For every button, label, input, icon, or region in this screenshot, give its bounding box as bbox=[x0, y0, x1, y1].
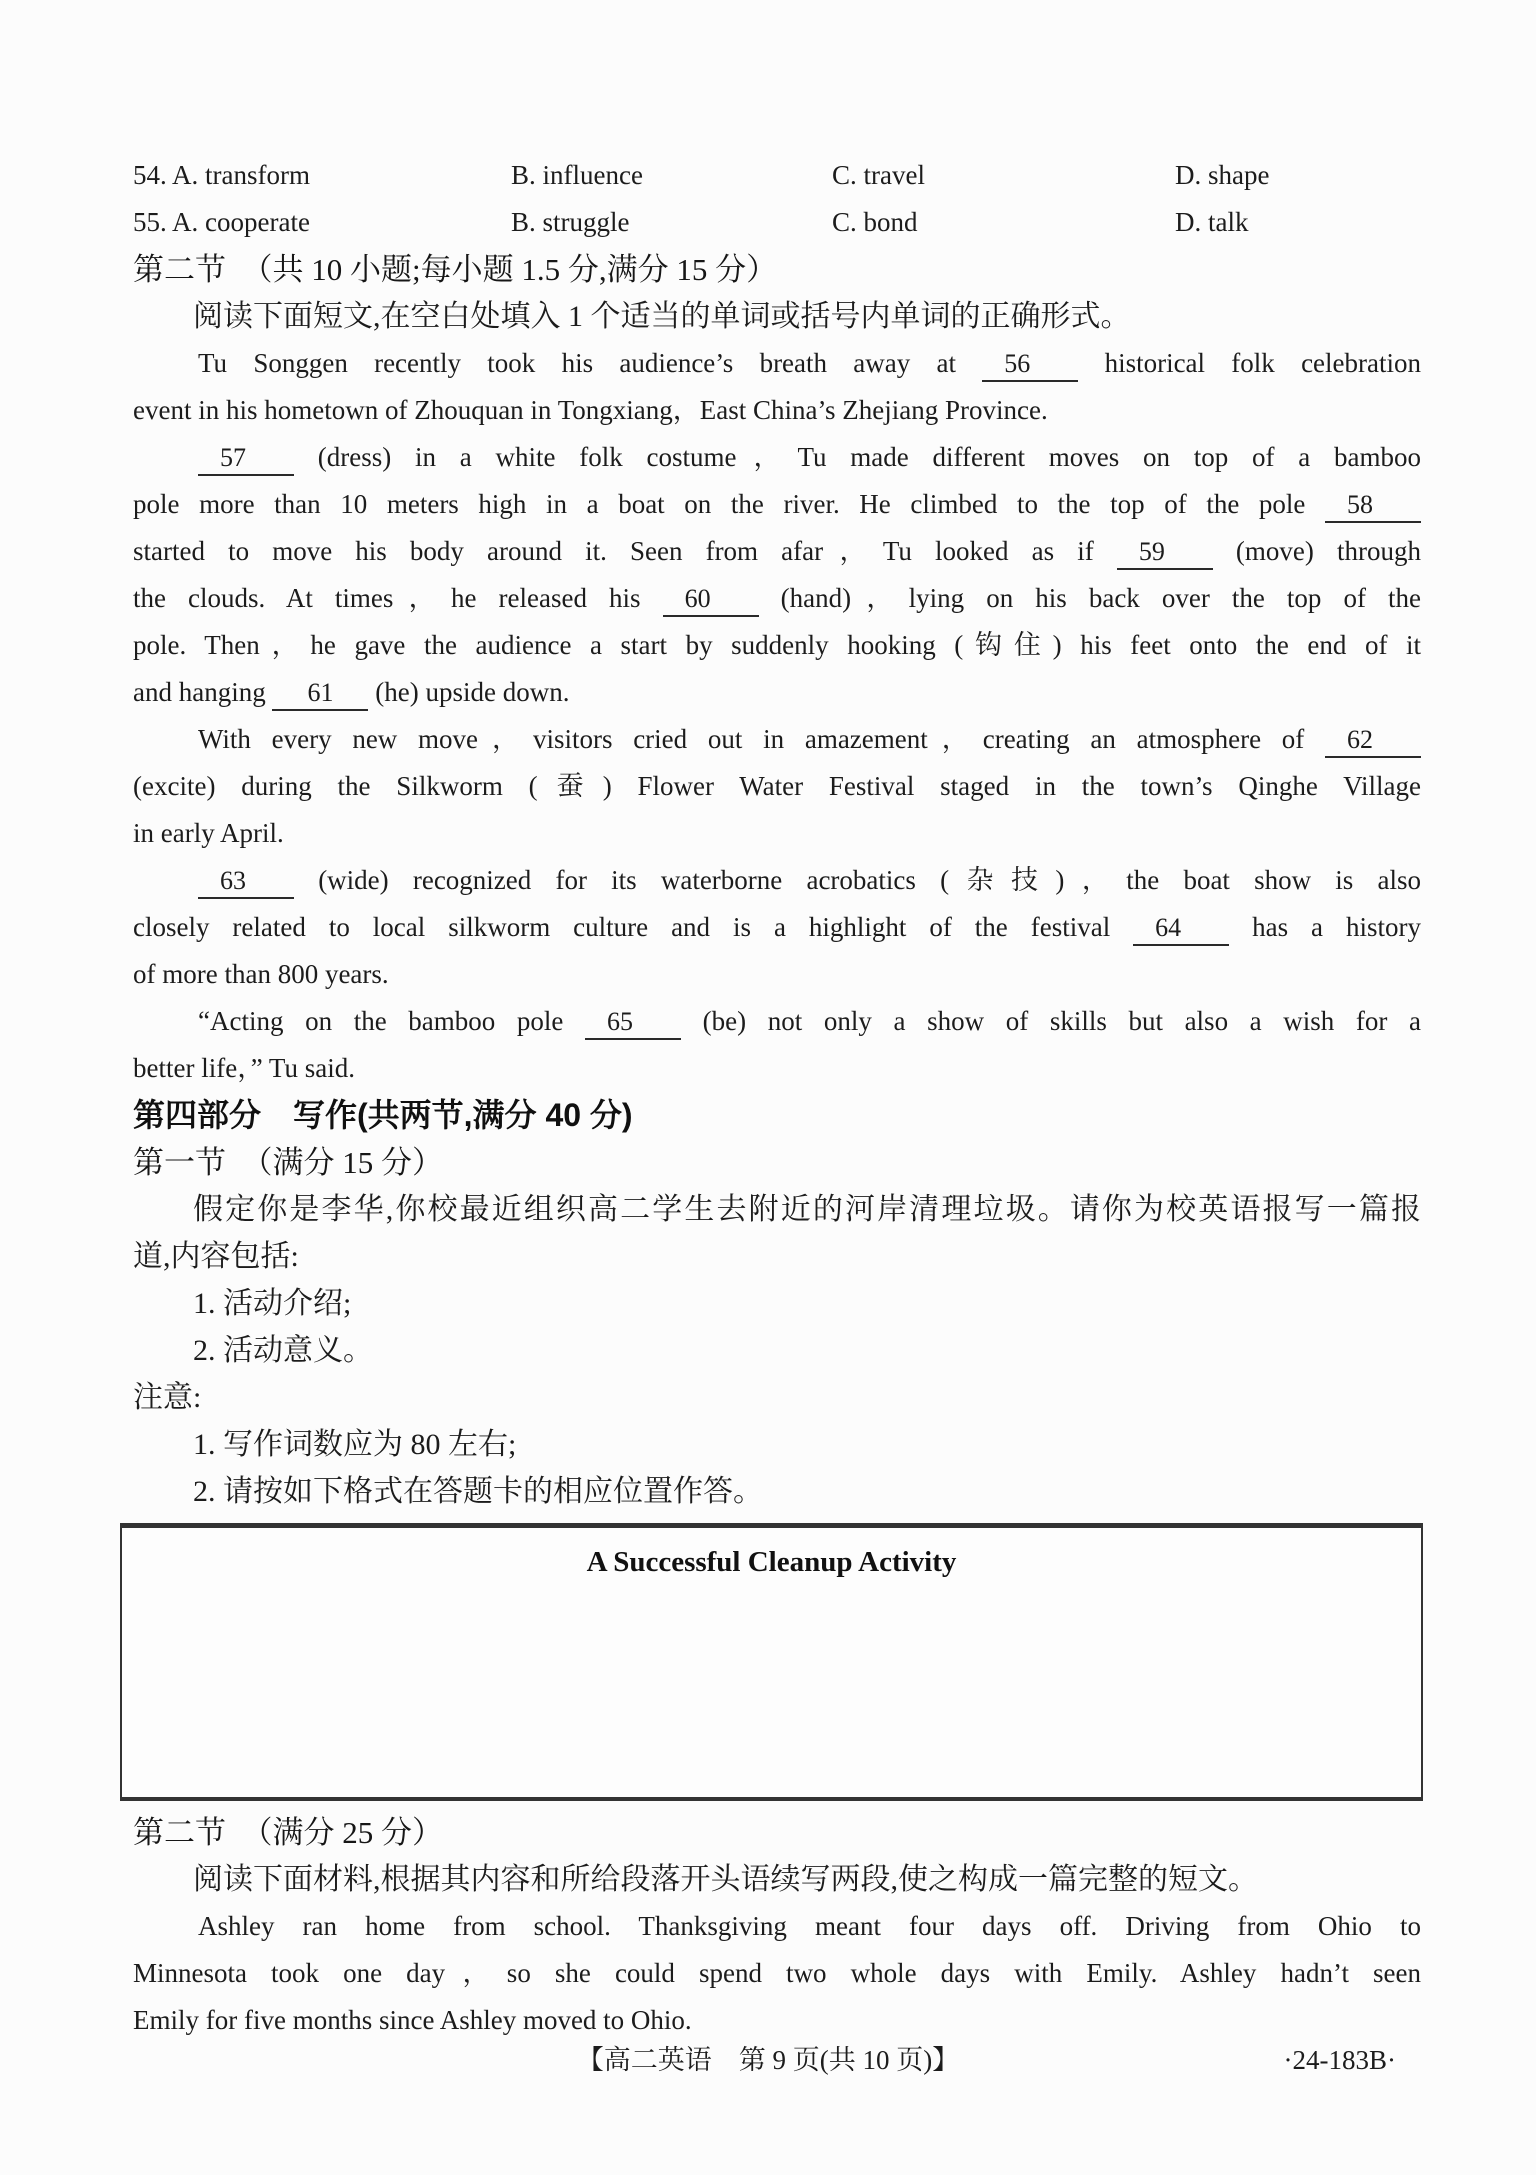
option-label: 55. A. cooperate bbox=[133, 207, 310, 237]
option-label: C. travel bbox=[832, 160, 925, 190]
passage-line: better life，” Tu said. bbox=[133, 1053, 355, 1083]
writing-section2-heading: 第二节 （满分 25 分） bbox=[133, 1815, 443, 1850]
grammar-section-instruction: 阅读下面短文,在空白处填入 1 个适当的单词或括号内单词的正确形式。 bbox=[193, 300, 1131, 333]
task-line: 道,内容包括: bbox=[133, 1240, 299, 1273]
passage-line: (excite) during the Silkworm (蚕) Flower Water Festival staged in the town’s Qinghe Village bbox=[133, 771, 1421, 801]
passage-line: started to move his body around it. Seen from afar，Tu looked as if 59 (move) through bbox=[133, 528, 1421, 575]
footer-paper-code: ·24-183B· bbox=[1283, 2045, 1396, 2075]
answer-sheet-format-box bbox=[120, 1523, 1423, 1801]
essay-title: A Successful Cleanup Activity bbox=[586, 1546, 957, 1578]
continuation-story bbox=[133, 1903, 1421, 2044]
task-point: 1. 活动介绍; bbox=[193, 1287, 352, 1320]
blank-57: 57 bbox=[198, 442, 294, 476]
passage-line: 57 (dress) in a white folk costume，Tu made different moves on top of a bamboo bbox=[133, 434, 1421, 481]
task-note: 2. 请按如下格式在答题卡的相应位置作答。 bbox=[193, 1475, 763, 1508]
blank-65: 65 bbox=[585, 1006, 681, 1040]
passage-line: pole. Then，he gave the audience a start by suddenly hooking (钩住) his feet onto the end of it bbox=[133, 630, 1421, 660]
option-label: B. struggle bbox=[511, 207, 630, 237]
option-label: D. talk bbox=[1175, 207, 1249, 237]
blank-64: 64 bbox=[1133, 912, 1229, 946]
passage-line: the clouds. At times，he released his 60 (hand)，lying on his back over the top of the bbox=[133, 575, 1421, 622]
cloze-options-block bbox=[133, 152, 1421, 246]
writing-task bbox=[133, 1186, 1421, 1280]
option-label: 54. A. transform bbox=[133, 160, 310, 190]
writing-section1-heading: 第一节 （满分 15 分） bbox=[133, 1145, 443, 1180]
story-line: Minnesota took one day，so she could spend two whole days with Emily. Ashley hadn’t seen bbox=[133, 1958, 1421, 1988]
passage-line: With every new move，visitors cried out in amazement，creating an atmosphere of 62 bbox=[133, 716, 1421, 763]
passage-line: Tu Songgen recently took his audience’s breath away at 56 historical folk celebration bbox=[133, 340, 1421, 387]
story-line: Emily for five months since Ashley moved to Ohio. bbox=[133, 2005, 692, 2035]
option-label: D. shape bbox=[1175, 160, 1270, 190]
passage-line: pole more than 10 meters high in a boat on the river. He climbed to the top of the pole 58 bbox=[133, 481, 1421, 528]
writing-task-points bbox=[133, 1280, 1421, 1374]
blank-60: 60 bbox=[663, 583, 759, 617]
blank-59: 59 bbox=[1117, 536, 1213, 570]
passage-line: of more than 800 years. bbox=[133, 959, 389, 989]
story-line: Ashley ran home from school. Thanksgiving meant four days off. Driving from Ohio to bbox=[198, 1911, 1421, 1941]
passage-line: in early April. bbox=[133, 818, 284, 848]
passage-line: 63 (wide) recognized for its waterborne acrobatics (杂技)，the boat show is also bbox=[133, 857, 1421, 904]
writing-section2-instruction: 阅读下面材料,根据其内容和所给段落开头语续写两段,使之构成一篇完整的短文。 bbox=[193, 1863, 1258, 1896]
task-line: 假定你是李华,你校最近组织高二学生去附近的河岸清理垃圾。请你为校英语报写一篇报 bbox=[193, 1193, 1421, 1226]
passage-line: and hanging 61 (he) upside down. bbox=[133, 669, 1421, 716]
option-row-55 bbox=[133, 199, 1421, 246]
grammar-section-heading: 第二节 （共 10 小题;每小题 1.5 分,满分 15 分） bbox=[133, 252, 778, 287]
passage-line: event in his hometown of Zhouquan in Tongxiang，East China’s Zhejiang Province. bbox=[133, 395, 1048, 425]
writing-part-heading: 第四部分 写作(共两节,满分 40 分) bbox=[133, 1097, 633, 1133]
page-footer bbox=[0, 2040, 1536, 2080]
footer-page-number: 【高二英语 第 9 页(共 10 页)】 bbox=[576, 2045, 960, 2075]
notes-label: 注意: bbox=[133, 1381, 202, 1414]
task-point: 2. 活动意义。 bbox=[193, 1334, 373, 1367]
passage-line: “Acting on the bamboo pole 65 (be) not only a show of skills but also a wish for a bbox=[133, 998, 1421, 1045]
blank-62: 62 bbox=[1325, 724, 1421, 758]
cloze-passage bbox=[133, 340, 1421, 1092]
blank-61: 61 bbox=[272, 677, 368, 711]
blank-58: 58 bbox=[1325, 489, 1421, 523]
passage-line: closely related to local silkworm culture and is a highlight of the festival 64 has a history bbox=[133, 904, 1421, 951]
writing-task-notes bbox=[133, 1421, 1421, 1515]
blank-63: 63 bbox=[198, 865, 294, 899]
task-note: 1. 写作词数应为 80 左右; bbox=[193, 1428, 517, 1461]
option-label: B. influence bbox=[511, 160, 643, 190]
blank-56: 56 bbox=[982, 348, 1078, 382]
option-label: C. bond bbox=[832, 207, 918, 237]
option-row-54 bbox=[133, 152, 1421, 199]
